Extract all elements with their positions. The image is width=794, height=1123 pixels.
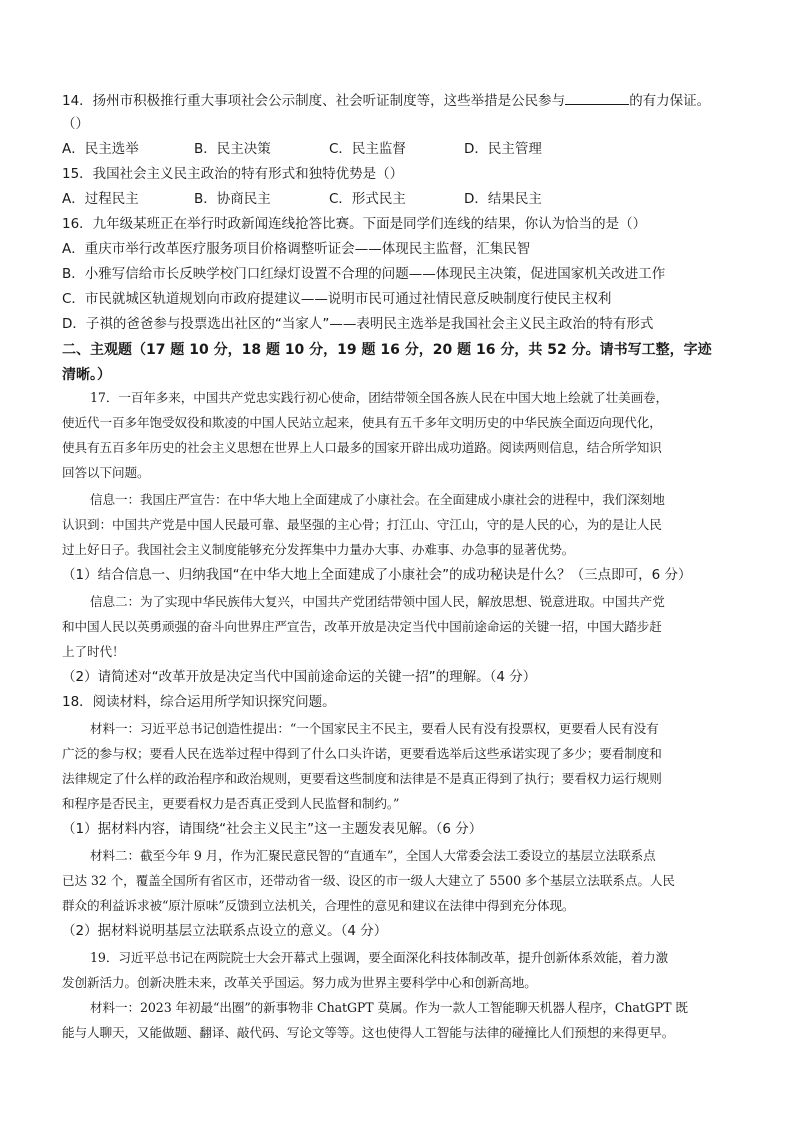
q17-intro-line: 使近代一百多年饱受奴役和欺凌的中国人民站立起来，使具有五千多年文明历史的中华民族全面迈向现代化， [62, 415, 662, 430]
q14-stem-text: 14．扬州市积极推行重大事项社会公示制度、社会听证制度等，这些举措是公民参与 [62, 93, 566, 109]
q17-info1-line: 过上好日子。我国社会主义制度能够充分发挥集中力量办大事、办难事、办急事的显著优势。 [62, 542, 575, 557]
q19-material1-line: 能与人聊天，又能做题、翻译、敲代码、写论文等等。这也使得人工智能与法律的碰撞比人们预想的来得更早。 [62, 1025, 675, 1040]
q17-intro-line: 使具有五百多年历史的社会主义思想在世界上人口最多的国家开辟出成功道路。阅读两则信息，结合所学知识 [62, 440, 662, 455]
q18-material2-line: 群众的利益诉求被“原汁原味”反馈到立法机关，合理性的意见和建议在法律中得到充分体现。 [62, 898, 575, 913]
q16-stem: 16．九年级某班正在举行时政新闻连线抢答比赛。下面是同学们连线的结果，你认为恰当的是（） [62, 216, 647, 232]
q19-intro-line: 19．习近平总书记在两院院士大会开幕式上强调，要全面深化科技体制改革，提升创新体系效能，着力激 [90, 950, 669, 965]
q14-option-c: C．民主监督 [329, 141, 406, 157]
q15-option-c: C．形式民主 [329, 191, 406, 207]
q18-subquestion-1: （1）据材料内容，请围绕“社会主义民主”这一主题发表见解。（6 分） [62, 821, 483, 837]
q16-option-c: C．市民就城区轨道规划向市政府提建议——说明市民可通过社情民意反映制度行使民主权利 [62, 291, 612, 307]
q18-material1-line: 和程序是否民主，更要看权力是否真正受到人民监督和制约。” [62, 796, 400, 811]
q15-stem: 15．我国社会主义民主政治的特有形式和独特优势是（） [62, 166, 404, 182]
q15-option-d: D．结果民主 [464, 191, 542, 207]
q18-material1-line: 材料一：习近平总书记创造性提出：“一个国家民主不民主，要看人民有没有投票权，更要看人民有没有 [90, 721, 659, 736]
q14-option-d: D．民主管理 [464, 141, 542, 157]
q18-material2-line: 材料二：截至今年 9 月，作为汇聚民意民智的“直通车”，全国人大常委会法工委设立的基层立法联系点 [90, 848, 656, 863]
q14-option-a: A．民主选举 [62, 141, 139, 157]
q14-blank [565, 91, 629, 105]
q14-option-b: B．民主决策 [194, 141, 271, 157]
q17-subquestion-2: （2）请简述对“改革开放是决定当代中国前途命运的关键一招”的理解。（4 分） [62, 669, 537, 685]
q19-intro-line: 发创新活力。创新决胜未来，改革关乎国运。努力成为世界主要科学中心和创新高地。 [62, 975, 537, 990]
q17-info2-line: 和中国人民以英勇顽强的奋斗向世界庄严宣告，改革开放是决定当代中国前途命运的关键一招，中国大踏步赶 [62, 619, 662, 634]
q18-subquestion-2: （2）据材料说明基层立法联系点设立的意义。（4 分） [62, 923, 388, 939]
q18-material1-line: 广泛的参与权；要看人民在选举过程中得到了什么口头许诺，更要看选举后这些承诺实现了多少；要看制度和 [62, 746, 662, 761]
section2-heading-line2: 清晰。） [62, 367, 111, 383]
q17-info1-line: 认识到：中国共产党是中国人民最可靠、最坚强的主心骨；打江山、守江山，守的是人民的心，为的是让人民 [62, 517, 662, 532]
q16-option-d: D．子祺的爸爸参与投票选出社区的“当家人”——表明民主选举是我国社会主义民主政治的特有形式 [62, 316, 654, 332]
q17-info2-line: 信息二：为了实现中华民族伟大复兴，中国共产党团结带领中国人民，解放思想、锐意进取。中国共产党 [90, 594, 665, 609]
q14-stem [62, 91, 710, 110]
q15-option-a: A．过程民主 [62, 191, 139, 207]
q15-options [62, 190, 542, 208]
q14-stem-tail: 的有力保证。 [629, 93, 711, 109]
q18-stem: 18．阅读材料，综合运用所学知识探究问题。 [62, 694, 336, 710]
q16-option-a: A．重庆市举行改革医疗服务项目价格调整听证会——体现民主监督，汇集民智 [62, 241, 531, 257]
q17-info1-line: 信息一：我国庄严宣告：在中华大地上全面建成了小康社会。在全面建成小康社会的进程中，我们深刻地 [90, 492, 665, 507]
q18-material1-line: 法律规定了什么样的政治程序和政治规则，更要看这些制度和法律是不是真正得到了执行；要看权力运行规则 [62, 771, 662, 786]
q14-options [62, 140, 542, 158]
q17-subquestion-1: （1）结合信息一、归纳我国“在中华大地上全面建成了小康社会”的成功秘诀是什么？（三点即可，6 分） [62, 567, 692, 583]
q18-material2-line: 已达 32 个，覆盖全国所有省区市，还带动省一级、设区的市一级人大建立了 5500 多个基层立法联系点。人民 [62, 873, 675, 888]
q15-option-b: B．协商民主 [194, 191, 271, 207]
section2-heading-line1: 二、主观题（17 题 10 分，18 题 10 分，19 题 16 分，20 题 16 分，共 52 分。请书写工整，字迹 [62, 342, 712, 358]
q14-paren: （） [62, 116, 89, 132]
q16-option-b: B．小雅写信给市长反映学校门口红绿灯设置不合理的问题——体现民主决策，促进国家机关改进工作 [62, 266, 666, 282]
q17-info2-line: 上了时代！ [62, 644, 125, 659]
q19-material1-line: 材料一：2023 年初最“出圈”的新事物非 ChatGPT 莫属。作为一款人工智能聊天机器人程序，ChatGPT 既 [90, 1000, 688, 1015]
q17-intro-line: 17．一百年多来，中国共产党忠实践行初心使命，团结带领全国各族人民在中国大地上绘就了壮美画卷， [90, 390, 669, 405]
q17-intro-line: 回答以下问题。 [62, 465, 150, 480]
